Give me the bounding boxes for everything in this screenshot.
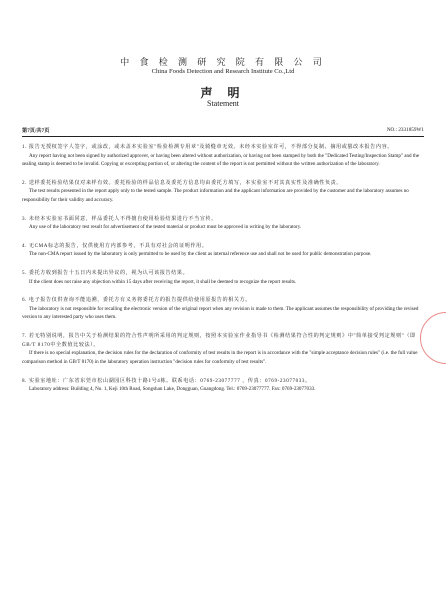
statement-item-zh: 3. 未经本实验室书面同意，样品委托人不得擅自使用检验结果进行不当宣传。 — [22, 215, 217, 222]
statement-item-zh: 6. 电子报告仅供查询不能追溯，委托方有义务将委托方的报告提供给使用原报告的相关方。 — [22, 297, 251, 304]
statement-item-en: If the client does not raise any objection within 15 days after receiving the report, it shall be deemed to recognize the report results. — [29, 278, 297, 285]
title-chinese: 声 明 — [200, 86, 246, 100]
statement-item-en: The test results presented in the report apply only to the tested sample. The product information and the applicant information are provided by the customer and the laboratory assumes no responsibility for their validity and accuracy. — [22, 188, 409, 203]
statement-item-en: Any report having not been signed by authorized approver, or having been altered without authorization, or having not been stamped by both the "Dedicated Testing/Inspection Stamp" and the sealing stamp is deemed to be invalid. Copying or excerpting portion of, or altering the content of the report is not permitted without the written authorization of the laboratory. — [22, 152, 420, 167]
statement-item-en: The non-CMA report issued by the laboratory is only permitted to be used by the client as internal reference use and shall not be used for public demonstration purpose. — [29, 251, 372, 258]
header-divider — [22, 136, 424, 137]
statement-item-7 — [22, 332, 426, 366]
title-english: Statement — [207, 99, 239, 108]
statement-item-zh: 4. 无CMA标志的报告，仅供使用方内部参考，不具有对社会的证明作用。 — [22, 242, 208, 249]
org-name-chinese: 中 食 检 测 研 究 院 有 限 公 司 — [120, 57, 326, 67]
statement-item-3 — [22, 215, 426, 232]
page-number: 第7页/共7页 — [22, 128, 50, 134]
statement-item-5 — [22, 269, 426, 286]
statement-item-zh: 1. 报告无授权签字人签字，或涂改，或未盖本实验室"检验检测专用章"及骑缝章无效。未经本实验室许可，不得部分复制、摘用或篡改本报告内容。 — [22, 144, 393, 150]
statement-item-en: If there is no special explanation, the decision rules for the declaration of conformity of test results in the report is in accordance with the "simple acceptance decision rules" (i.e. the full value comparison method in GB/T 8170) in the laboratory operation instruction "decision rules for conformity of test results". — [22, 350, 418, 365]
statement-item-6 — [22, 296, 426, 322]
statement-item-1 — [22, 143, 426, 169]
statement-body — [22, 143, 426, 404]
statement-item-2 — [22, 179, 426, 205]
statement-item-en: Any use of the laboratory test result for advertisement of the tested material or product must be approved in writing by the laboratory. — [29, 224, 302, 231]
org-name-english: China Foods Detection and Research Institute Co.,Ltd — [151, 68, 295, 75]
statement-item-zh: 7. 若无特别说明，报告中关于检测结果的符合性声明所采用的判定规则，按照本实验室作业指导书《检测结果符合性的判定规则》中"简单接受判定规则"（即GB/T 8170中全数值比较法）。 — [22, 333, 416, 348]
statement-item-en: Laboratory address: Building 4, No. 1, Keji 10th Road, Songshan Lake, Dongguan, Guangdong. Tel.: 0769-23077777. Fax: 0769-23077033. — [29, 386, 316, 393]
statement-item-zh: 8. 实验室地址：广东省东莞市松山湖园区科技十路1号4栋。联系电话：0769-23077777 ，传真：0769-23077033。 — [22, 377, 311, 384]
statement-item-en: The laboratory is not responsible for recalling the electronic version of the original report when any revision is made to them. The applicant assumes the responsibility of providing the revised version to any interested party who uses them. — [22, 305, 419, 321]
statement-item-8 — [22, 377, 426, 394]
statement-item-4 — [22, 242, 426, 259]
statement-item-zh: 2. 送样委托检验结果仅对来样有效。委托检验的样品信息及委托方信息均由委托方填写，本实验室不对其真实性及准确性负责。 — [22, 179, 343, 186]
report-number: NO.: 2331859W1 — [386, 127, 424, 133]
statement-item-zh: 5. 委托方收到报告十五日内未提出异议的，视为认可该报告结果。 — [22, 270, 189, 277]
